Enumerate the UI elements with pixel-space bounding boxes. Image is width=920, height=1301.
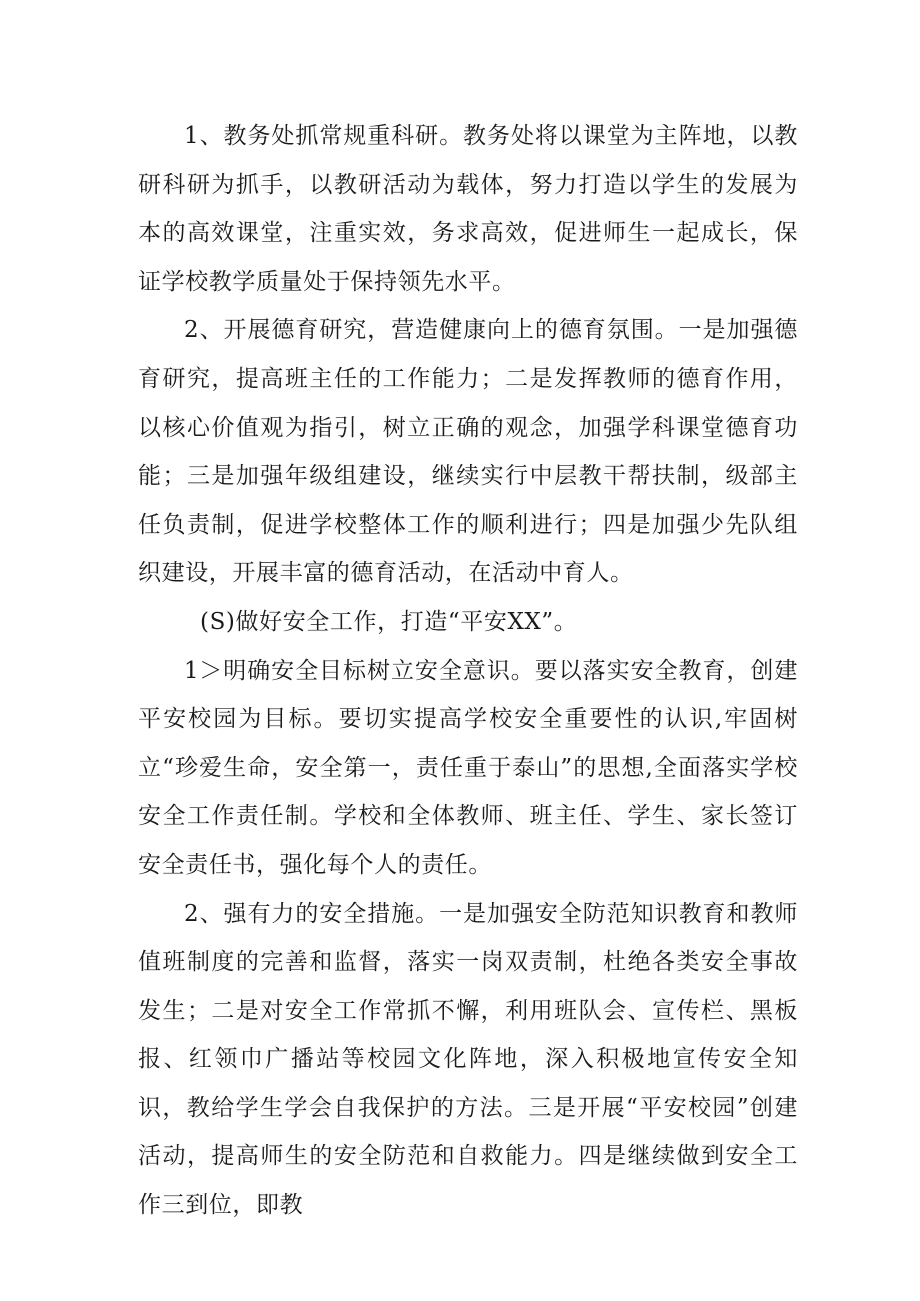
paragraph-moral-education: 2、开展德育研究，营造健康向上的德育氛围。一是加强德育研究，提高班主任的工作能力；二是发挥教师的德育作用，以核心价值观为指引，树立正确的观念，加强学科课堂德育功能；三是加强年级组建设，继续实行中层教干帮扶制，级部主任负责制，促进学校整体工作的顺利进行；四是加强少先队组织建设，开展丰富的德育活动，在活动中育人。 bbox=[138, 317, 798, 587]
paragraph-teaching-research: 1、教务处抓常规重科研。教务处将以课堂为主阵地，以教研科研为抓手，以教研活动为载体，努力打造以学生的发展为本的高效课堂，注重实效，务求高效，促进师生一起成长，保证学校教学质量处于保持领先水平。 bbox=[138, 123, 798, 295]
paragraph-safety-measures: 2、强有力的安全措施。一是加强安全防范知识教育和教师值班制度的完善和监督，落实一岗双责制，杜绝各类安全事故发生；二是对安全工作常抓不懈，利用班队会、宣传栏、黑板报、红领巾广播站等校园文化阵地，深入积极地宣传安全知识，教给学生学会自我保护的方法。三是开展“平安校园”创建活动，提高师生的安全防范和自救能力。四是继续做到安全工作三到位，即教 bbox=[138, 900, 798, 1219]
section-heading-safety: (S)做好安全工作，打造“平安XX”。 bbox=[200, 608, 578, 635]
document-body bbox=[138, 112, 798, 1230]
paragraph-safety-goals: 1＞明确安全目标树立安全意识。要以落实安全教育，创建平安校园为目标。要切实提高学校安全重要性的认识,牢固树立“珍爱生命，安全第一，责任重于泰山”的思想,全面落实学校安全工作责任制。学校和全体教师、班主任、学生、家长签订安全责任书，强化每个人的责任。 bbox=[138, 657, 798, 878]
